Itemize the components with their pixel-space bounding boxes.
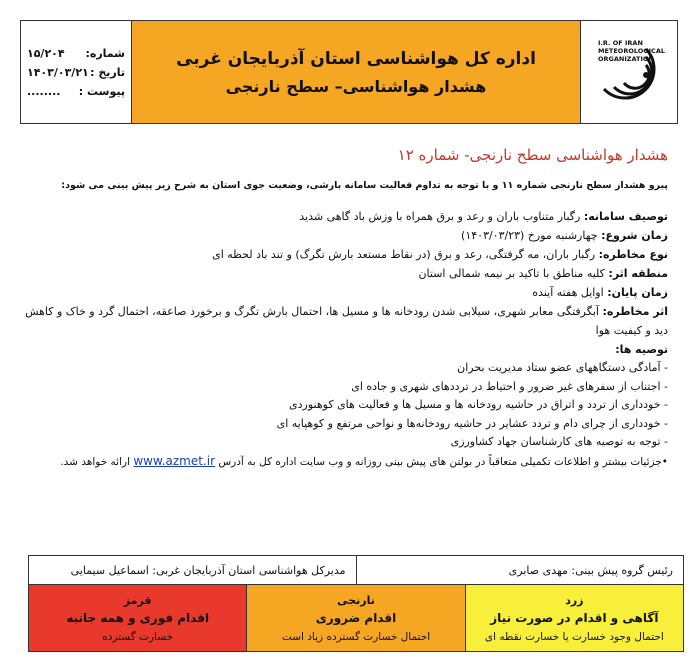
end-label: زمان پایان:	[607, 286, 668, 299]
attach-label: پیوست :	[78, 84, 125, 98]
advice-item: - خودداری از تردد و اتراق در حاشیه رودخانه ها و مسیل ها و فعالیت های کوهنوردی	[289, 398, 668, 411]
advice-item: - آمادگی دستگاههای عضو ستاد مدیریت بحران	[457, 361, 668, 374]
org-title: اداره کل هواشناسی استان آذربایجان غربی	[176, 48, 536, 69]
website-link[interactable]: www.azmet.ir	[133, 453, 216, 468]
level-action: آگاهی و اقدام در صورت نیاز	[490, 610, 659, 625]
area-label: منطقه اثر:	[608, 267, 668, 280]
hazard-type	[18, 245, 668, 264]
advice-label: توصیه ها:	[615, 343, 668, 356]
header-box	[20, 20, 678, 124]
affected-area	[18, 264, 668, 283]
final-note	[18, 452, 668, 472]
org-logo	[580, 21, 677, 123]
level-desc: خسارت گسترده	[102, 630, 174, 643]
date-value: ۱۴۰۳/۰۳/۲۱	[27, 65, 89, 79]
hazard-label: نوع مخاطره:	[598, 248, 668, 261]
level-orange	[247, 585, 465, 651]
level-red	[29, 585, 247, 651]
end-value: اوایل هفته آینده	[532, 286, 604, 299]
final-note-before: •جزئیات بیشتر و اطلاعات تکمیلی متعاقباً در بولتن های پیش بینی روزانه و وب سایت اداره کل به آدرس	[218, 455, 668, 468]
advice-list	[18, 359, 668, 452]
level-desc: احتمال وجود خسارت یا خسارت نقطه ای	[484, 630, 664, 643]
warning-body	[18, 146, 668, 472]
footer-table	[28, 555, 684, 652]
level-desc: احتمال خسارت گسترده زیاد است	[281, 630, 431, 643]
hazard-effect	[18, 302, 668, 340]
logo-caption	[598, 39, 665, 63]
start-value: چهارشنبه مورخ (۱۴۰۳/۰۳/۲۳)	[461, 229, 598, 242]
number-label: شماره:	[85, 46, 125, 60]
warning-title: هشدار هواشناسی– سطح نارنجی	[225, 76, 487, 96]
advice-heading	[18, 340, 668, 359]
level-action: اقدام ضروری	[315, 610, 397, 625]
logo-text-line-3: ORGANIZATION	[598, 55, 654, 63]
forecast-head: رئیس گروه پیش بینی: مهدی صابری	[508, 563, 673, 577]
warning-levels	[29, 585, 683, 651]
advice-item: - خودداری از چرای دام و تردد عشایر در حاشیه رودخانه‌ها و نواحی مرتفع و کوهپایه ای	[276, 416, 668, 430]
level-action: اقدام فوری و همه جانبه	[66, 610, 210, 625]
hazard-value: رگبار باران، مه گرفتگی، رعد و برق (در نقاط مستعد بارش تگرگ) و تند باد لحظه ای	[212, 248, 596, 261]
level-name: زرد	[565, 593, 584, 607]
level-name: قرمز	[123, 593, 152, 607]
intro-text: پیرو هشدار سطح نارنجی شماره ۱۱ و با توجه به تداوم فعالیت سامانه بارشی، وضعیت جوی استان به شرح زیر پیش بینی می شود:	[61, 180, 668, 191]
final-note-after: ارائه خواهد شد.	[60, 455, 130, 468]
end-time	[18, 283, 668, 302]
effect-value: آبگرفتگی معابر شهری، سیلابی شدن رودخانه ها و مسیل ها، احتمال بارش تگرگ و برخورد صاعقه، احتمال گرد و خاک و کاهش دید و کیفیت هوا	[25, 305, 668, 337]
effect-label: اثر مخاطره:	[602, 305, 668, 318]
attach-value: ........	[27, 84, 61, 98]
system-description	[18, 207, 668, 226]
number-value: ۱۵/۲۰۴	[27, 46, 65, 60]
advice-item: - توجه به توصیه های کارشناسان جهاد کشاورزی	[450, 435, 668, 448]
area-value: کلیه مناطق با تاکید بر نیمه شمالی استان	[418, 267, 605, 280]
signatories-row	[29, 556, 683, 585]
logo-text-line-1: I.R. OF IRAN	[598, 39, 643, 47]
date-label: تاریخ :	[90, 65, 125, 79]
warning-heading: هشدار هواشناسی سطح نارنجی- شماره ۱۲	[397, 146, 668, 164]
general-director: مدیرکل هواشناسی استان آذربایجان غربی: اسماعیل سیمایی	[29, 556, 357, 584]
header-title-panel	[131, 21, 580, 123]
logo-text-line-2: METEOROLOGICAL	[598, 47, 665, 55]
document-meta	[21, 21, 131, 123]
start-label: زمان شروع:	[601, 229, 668, 242]
level-yellow	[466, 585, 683, 651]
desc-label: توصیف سامانه:	[583, 210, 668, 223]
start-time	[18, 226, 668, 245]
warning-document	[6, 6, 690, 658]
desc-value: رگبار متناوب باران و رعد و برق همراه با وزش باد گاهی شدید	[299, 210, 581, 223]
level-name: نارنجی	[337, 593, 375, 607]
advice-item: - اجتناب از سفرهای غیر ضرور و احتیاط در ترددهای شهری و جاده ای	[351, 379, 668, 393]
